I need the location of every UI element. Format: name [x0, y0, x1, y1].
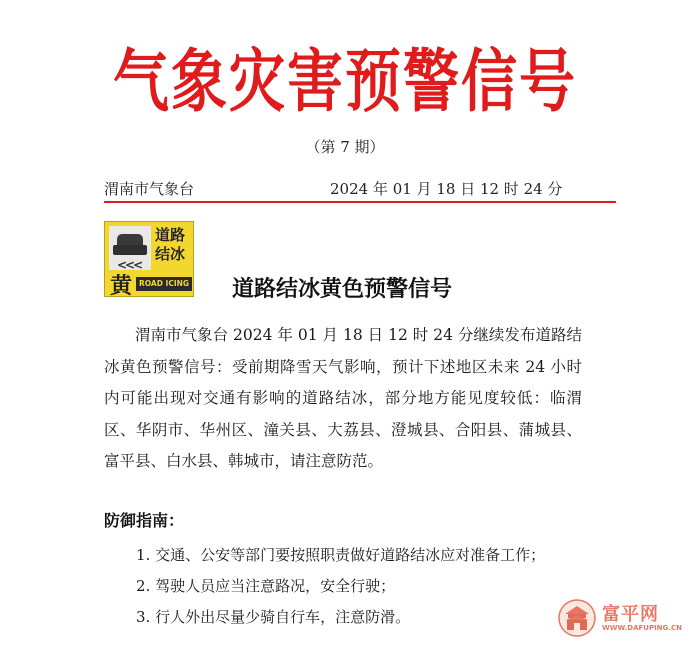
guide-item: 2. 驾驶人员应当注意路况，安全行驶；	[136, 577, 396, 595]
page-title: 气象灾害预警信号	[113, 42, 577, 122]
watermark-name: 富平网	[602, 604, 659, 625]
badge-level: 黄	[109, 274, 132, 297]
badge-label-en: ROAD ICING	[136, 277, 192, 291]
skidding-car-icon: <<<	[109, 226, 151, 270]
guide-list	[136, 540, 545, 633]
guide-title: 防御指南：	[104, 511, 185, 530]
issue-number: （第 7 期）	[305, 138, 385, 156]
issuer-department: 渭南市气象台	[104, 180, 195, 198]
red-divider	[104, 201, 616, 203]
warning-heading: 道路结冰黄色预警信号	[232, 277, 453, 302]
watermark-url: WWW.DAFUPING.CN	[602, 624, 682, 632]
gate-tower-icon	[558, 598, 596, 638]
guide-item: 3. 行人外出尽量少骑自行车，注意防滑。	[136, 608, 411, 626]
badge-label-cn: 道路结冰	[155, 226, 186, 263]
issue-datetime: 2024 年 01 月 18 日 12 时 24 分	[330, 180, 563, 198]
warning-body: 渭南市气象台 2024 年 01 月 18 日 12 时 24 分继续发布道路结冰黄色预警信号：受前期降雪天气影响，预计下述地区未来 24 小时内可能出现对交通有影响的道路结冰，部分地方能见度较低：临渭区、华阴市、华州区、潼关县、大荔县、澄城县、合阳县、蒲城县、富平县、白水县、韩城市，请注意防范。	[104, 326, 582, 470]
guide-item: 1. 交通、公安等部门要按照职责做好道路结冰应对准备工作；	[136, 546, 546, 564]
site-watermark	[558, 598, 686, 642]
road-icing-warning-icon	[104, 221, 194, 297]
